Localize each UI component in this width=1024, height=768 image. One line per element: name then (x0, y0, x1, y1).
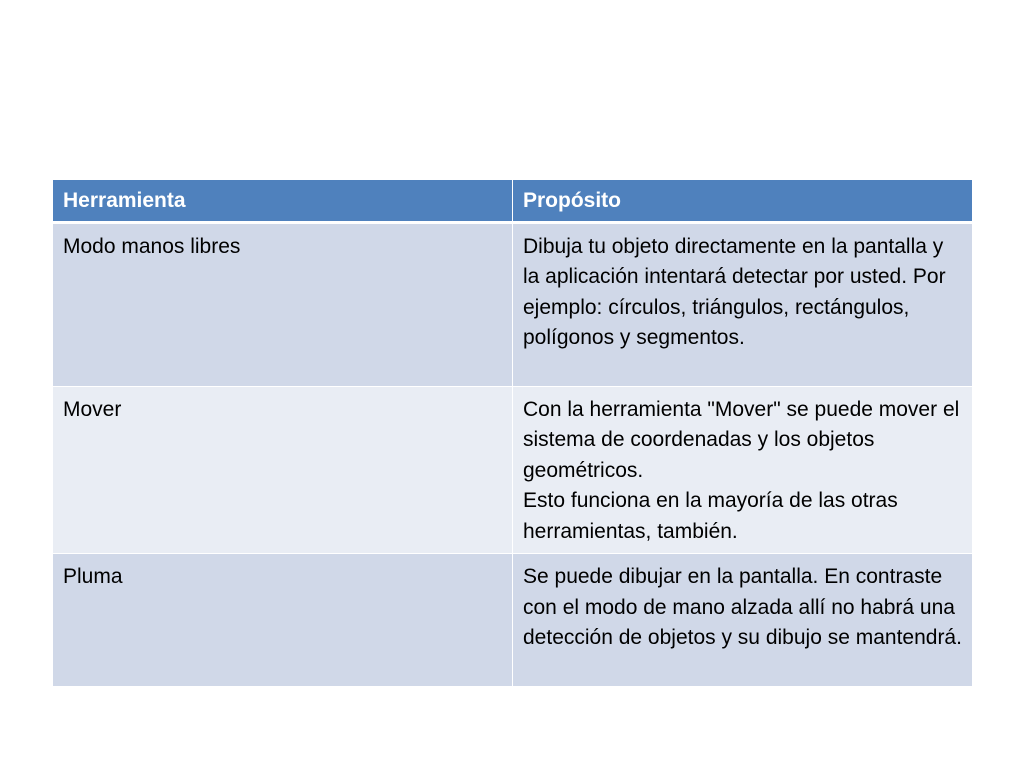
tools-table-container (52, 179, 972, 687)
table-header-row (53, 180, 973, 223)
table-row (53, 386, 973, 554)
purpose-paragraph: Dibuja tu objeto directamente en la pantalla y la aplicación intentará detectar por usted. Por ejemplo: círculos, triángulos, rectángulos, polígonos y segmentos. (523, 234, 946, 349)
tool-name-cell: Pluma (53, 554, 513, 687)
header-purpose: Propósito (513, 180, 973, 223)
header-tool: Herramienta (53, 180, 513, 223)
tool-name-cell: Mover (53, 386, 513, 554)
tool-name-cell: Modo manos libres (53, 222, 513, 386)
table-row (53, 222, 973, 386)
table-row (53, 554, 973, 687)
tools-table (52, 179, 973, 687)
purpose-paragraph: Esto funciona en la mayoría de las otras herramientas, también. (523, 489, 898, 543)
purpose-paragraph: Con la herramienta "Mover" se puede mover el sistema de coordenadas y los objetos geométricos. (523, 397, 960, 482)
purpose-paragraph: Se puede dibujar en la pantalla. En contraste con el modo de mano alzada allí no habrá una detección de objetos y su dibujo se mantendrá. (523, 565, 962, 649)
tool-purpose-cell (513, 386, 973, 554)
tool-purpose-cell (513, 554, 973, 687)
tool-purpose-cell (513, 222, 973, 386)
